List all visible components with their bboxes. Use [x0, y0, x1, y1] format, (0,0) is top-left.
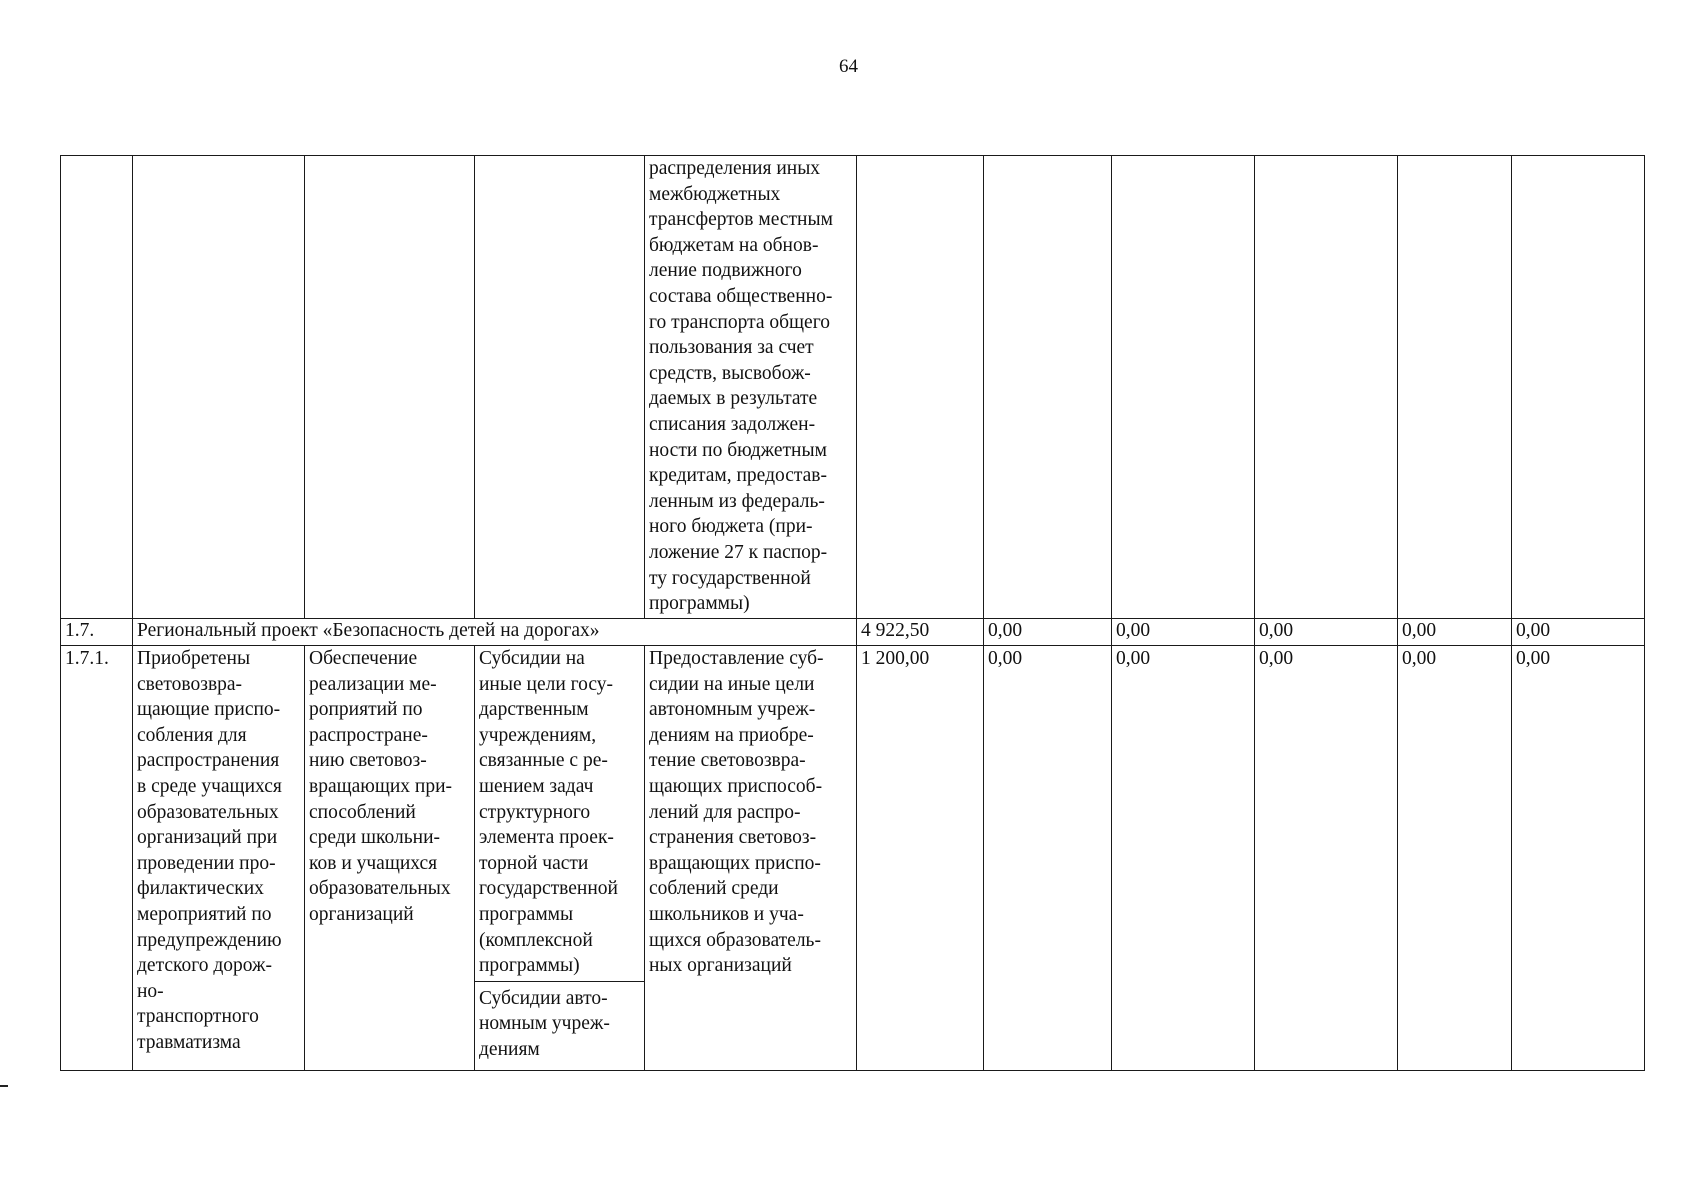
cell-row-number: 1.7.1. [61, 646, 133, 1071]
cell-empty [133, 156, 305, 619]
cell-value-5: 0,00 [1398, 619, 1512, 646]
cell-row-number: 1.7. [61, 619, 133, 646]
cell-description-continued: распределения иных межбюджетных трансфертов местным бюджетам на обнов- ление подвижного состава общественно- го транспорта общего пользования за счет средств, высвобож- даемых в результате списания задолжен- ности по бюджетным кредитам, предостав- ленным из федераль- ного бюджета (при- ложение 27 к паспор- ту государственной программы) [645, 156, 857, 619]
cell-subsidy-type [475, 646, 645, 1071]
cell-empty [984, 156, 1112, 619]
cell-value-5: 0,00 [1398, 646, 1512, 1071]
cell-value-6: 0,00 [1512, 619, 1645, 646]
cell-description: Предоставление суб- сидии на иные цели автономным учреж- дениям на приобре- тение световозвра- щающих приспособ- лений для распро- странения световоз- вращающих приспо- соблений среди школьников и уча- щихся образователь- ных организаций [645, 646, 857, 1071]
cell-value-2: 0,00 [984, 619, 1112, 646]
cell-value-1: 4 922,50 [857, 619, 984, 646]
cell-value-2: 0,00 [984, 646, 1112, 1071]
subsidy-type-a: Субсидии на иные цели госу- дарственным учреждениям, связанные с ре- шением задач структурного элемента проек- торной части государственной программы (комплексной программы) [475, 646, 644, 982]
cell-value-4: 0,00 [1255, 619, 1398, 646]
cell-empty [1255, 156, 1398, 619]
table-row-1-7-1 [61, 646, 1645, 1071]
cell-empty [1398, 156, 1512, 619]
table-row-continuation [61, 156, 1645, 619]
cell-value-3: 0,00 [1112, 619, 1255, 646]
cell-empty [305, 156, 475, 619]
cell-value-6: 0,00 [1512, 646, 1645, 1071]
cell-empty [1512, 156, 1645, 619]
cell-empty [475, 156, 645, 619]
subsidy-type-b: Субсидии авто- номным учреж- дениям [479, 987, 610, 1060]
budget-table [60, 155, 1645, 1071]
cell-value-3: 0,00 [1112, 646, 1255, 1071]
cell-value-4: 0,00 [1255, 646, 1398, 1071]
scan-edge-mark [0, 1085, 8, 1087]
page-number: 64 [839, 56, 858, 77]
cell-value-1: 1 200,00 [857, 646, 984, 1071]
cell-result: Приобретены световозвра- щающие приспо- собления для распространения в среде учащихся образовательных организаций при проведении про- филактических мероприятий по предупреждению детского дорож- но- транспортного травматизма [133, 646, 305, 1071]
cell-goal: Обеспечение реализации ме- роприятий по распростране- нию световоз- вращающих при- способлений среди школьни- ков и учащихся образовательных организаций [305, 646, 475, 1071]
cell-empty [1112, 156, 1255, 619]
cell-project-title: Региональный проект «Безопасность детей на дорогах» [133, 619, 857, 646]
cell-empty [857, 156, 984, 619]
table-row-1-7 [61, 619, 1645, 646]
cell-empty [61, 156, 133, 619]
